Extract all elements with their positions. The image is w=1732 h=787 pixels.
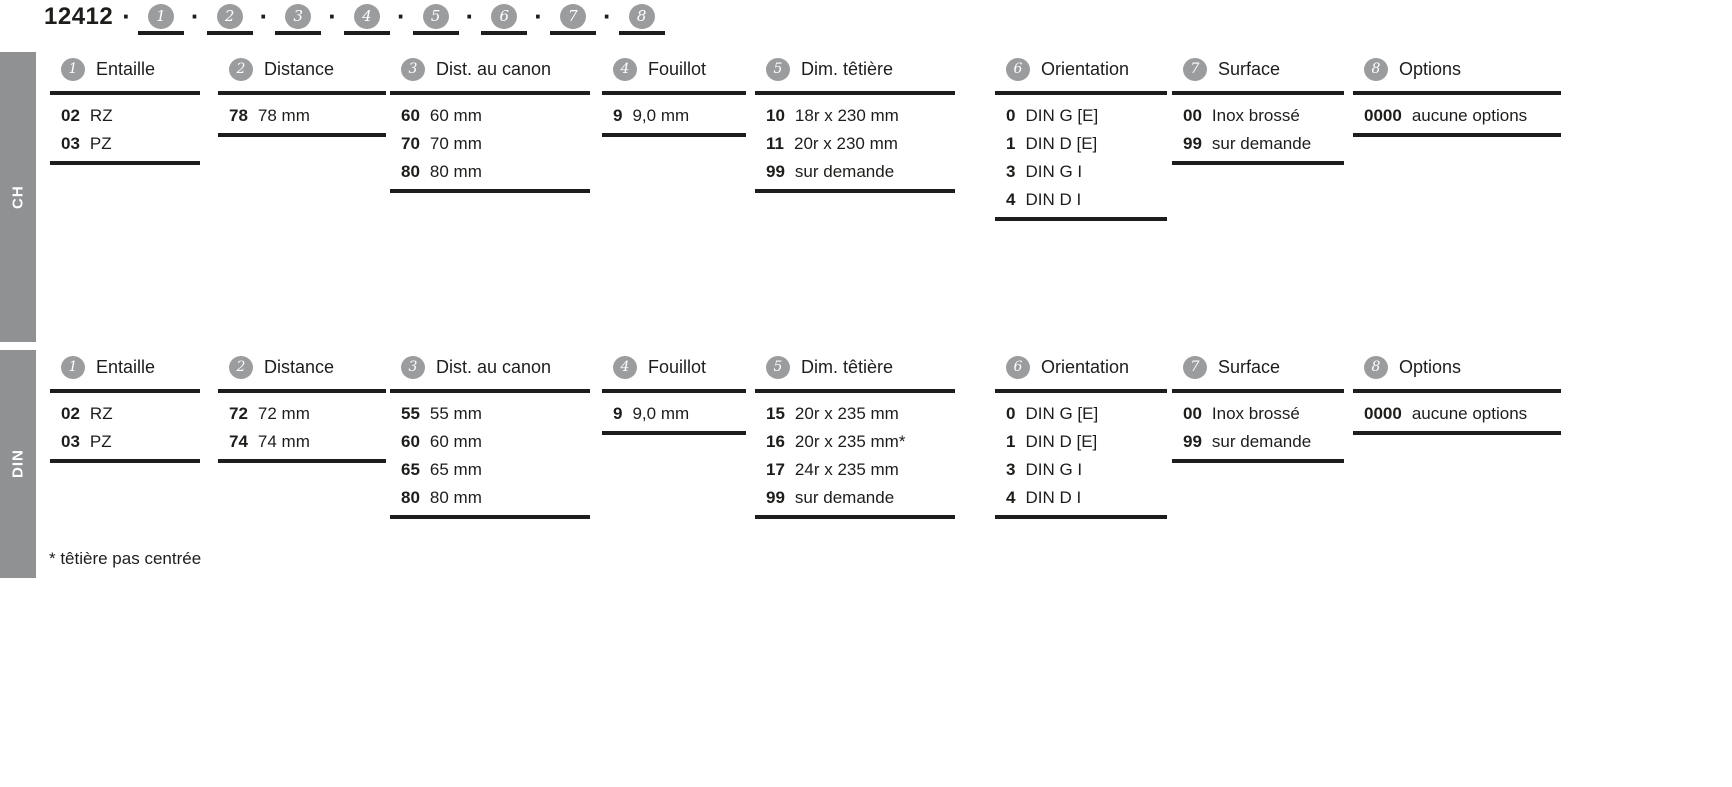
config-column-orientation xyxy=(995,348,1167,519)
option-row xyxy=(61,102,200,130)
option-row xyxy=(766,158,955,186)
option-code: 55 xyxy=(401,404,420,423)
badge-number: 7 xyxy=(1190,61,1200,77)
step-1 xyxy=(138,2,184,35)
option-label: 9,0 mm xyxy=(632,106,690,125)
option-row xyxy=(613,400,746,428)
separator-dot: · xyxy=(328,1,337,31)
column-title: Surface xyxy=(1218,356,1281,377)
column-bottom-rule xyxy=(1172,161,1344,165)
option-row xyxy=(1006,484,1167,512)
option-label: Inox brossé xyxy=(1211,106,1300,125)
option-row xyxy=(401,400,590,428)
column-header xyxy=(390,354,590,380)
option-row xyxy=(61,130,200,158)
option-label: 18r x 230 mm xyxy=(794,106,899,125)
option-code: 72 xyxy=(229,404,248,423)
step-number-badge xyxy=(613,58,637,81)
column-bottom-rule xyxy=(390,189,590,193)
option-list xyxy=(390,393,590,512)
option-label: 60 mm xyxy=(429,432,482,451)
option-label: PZ xyxy=(89,134,112,153)
config-column-surface xyxy=(1172,50,1344,165)
footnote xyxy=(49,549,201,569)
option-list xyxy=(218,95,386,130)
option-label: 20r x 235 mm xyxy=(794,404,899,423)
column-bottom-rule xyxy=(50,459,200,463)
step-number-badge xyxy=(1006,356,1030,379)
column-bottom-rule xyxy=(218,459,386,463)
column-title: Distance xyxy=(264,356,335,377)
column-header xyxy=(218,354,386,380)
step-circle-icon xyxy=(285,4,311,29)
option-code: 02 xyxy=(61,404,80,423)
step-circle-icon xyxy=(491,4,517,29)
option-code: 99 xyxy=(1183,432,1202,451)
column-bottom-rule xyxy=(755,189,955,193)
badge-number: 1 xyxy=(68,359,78,375)
option-row xyxy=(229,102,386,130)
step-circle-icon xyxy=(560,4,586,29)
config-column-dim-t-ti-re xyxy=(755,348,955,519)
option-label: 74 mm xyxy=(257,432,310,451)
step-number-badge xyxy=(1364,356,1388,379)
option-row xyxy=(401,130,590,158)
separator-dot: · xyxy=(122,1,131,31)
option-label: sur demande xyxy=(794,162,895,181)
step-underline xyxy=(619,31,665,35)
column-title: Orientation xyxy=(1041,356,1130,377)
option-code: 0 xyxy=(1006,106,1016,125)
option-label: 80 mm xyxy=(429,162,482,181)
option-label: RZ xyxy=(89,404,113,423)
step-number: 5 xyxy=(430,7,441,25)
option-label: 20r x 230 mm xyxy=(793,134,898,153)
option-code: 99 xyxy=(766,162,785,181)
option-code: 99 xyxy=(1183,134,1202,153)
option-row xyxy=(1006,130,1167,158)
order-code-header xyxy=(44,2,665,35)
step-number-badge xyxy=(766,58,790,81)
section-tab-din: DIN xyxy=(0,350,36,578)
separator-dot: · xyxy=(534,1,543,31)
option-code: 70 xyxy=(401,134,420,153)
option-list xyxy=(1353,393,1561,428)
option-label: 65 mm xyxy=(429,460,482,479)
option-code: 17 xyxy=(766,460,785,479)
option-list xyxy=(1172,393,1344,456)
column-header xyxy=(50,56,200,82)
step-number: 1 xyxy=(156,7,166,25)
config-column-entaille xyxy=(50,50,200,165)
section-tab-ch: CH xyxy=(0,52,36,342)
option-row xyxy=(1364,400,1561,428)
separator-dot: · xyxy=(259,1,269,31)
option-code: 80 xyxy=(401,488,420,507)
step-number-badge xyxy=(61,356,85,379)
option-row xyxy=(1183,400,1344,428)
option-code: 3 xyxy=(1006,460,1016,479)
column-title: Fouillot xyxy=(648,356,707,377)
option-label: 9,0 mm xyxy=(632,404,690,423)
option-row xyxy=(1006,186,1167,214)
option-list xyxy=(1353,95,1561,130)
option-label: DIN G [E] xyxy=(1025,106,1099,125)
column-title: Entaille xyxy=(96,58,156,79)
step-2 xyxy=(207,2,253,35)
step-number: 6 xyxy=(499,7,510,25)
step-number: 8 xyxy=(636,7,647,25)
badge-number: 7 xyxy=(1190,359,1200,375)
option-code: 3 xyxy=(1006,162,1016,181)
option-label: PZ xyxy=(89,432,112,451)
option-code: 15 xyxy=(766,404,785,423)
option-list xyxy=(50,95,200,158)
option-label: Inox brossé xyxy=(1211,404,1300,423)
option-code: 74 xyxy=(229,432,248,451)
step-underline xyxy=(207,31,253,35)
badge-number: 1 xyxy=(68,61,78,77)
option-list xyxy=(50,393,200,456)
config-column-fouillot xyxy=(602,348,746,435)
column-header xyxy=(602,56,746,82)
column-header xyxy=(755,56,955,82)
config-column-fouillot xyxy=(602,50,746,137)
step-number: 2 xyxy=(224,7,235,25)
step-underline xyxy=(344,31,390,35)
option-code: 0000 xyxy=(1364,404,1402,423)
option-code: 0 xyxy=(1006,404,1016,423)
option-list xyxy=(218,393,386,456)
step-number-badge xyxy=(229,356,253,379)
step-circle-icon xyxy=(354,4,380,29)
badge-number: 3 xyxy=(408,61,418,77)
column-bottom-rule xyxy=(995,515,1167,519)
config-column-distance xyxy=(218,348,386,463)
option-code: 0000 xyxy=(1364,106,1402,125)
option-code: 80 xyxy=(401,162,420,181)
option-label: sur demande xyxy=(1211,432,1312,451)
column-title: Dist. au canon xyxy=(436,58,552,79)
step-number-badge xyxy=(401,356,425,379)
option-row xyxy=(401,102,590,130)
option-label: DIN D [E] xyxy=(1025,134,1098,153)
option-code: 60 xyxy=(401,106,420,125)
option-label: 72 mm xyxy=(257,404,310,423)
config-column-options xyxy=(1353,50,1561,137)
option-row xyxy=(766,456,955,484)
option-list xyxy=(602,95,746,130)
config-column-distance xyxy=(218,50,386,137)
step-underline xyxy=(481,31,527,35)
option-code: 65 xyxy=(401,460,420,479)
option-label: 20r x 235 mm* xyxy=(794,432,906,451)
option-row xyxy=(61,428,200,456)
option-label: RZ xyxy=(89,106,113,125)
separator-dot: · xyxy=(190,1,200,31)
step-number-badge xyxy=(1364,58,1388,81)
step-circle-icon xyxy=(148,4,174,29)
column-title: Distance xyxy=(264,58,335,79)
step-underline xyxy=(138,31,184,35)
column-bottom-rule xyxy=(602,133,746,137)
step-6 xyxy=(481,2,527,35)
badge-number: 6 xyxy=(1013,359,1023,375)
option-row xyxy=(766,130,955,158)
option-code: 4 xyxy=(1006,488,1016,507)
badge-number: 4 xyxy=(620,61,630,77)
option-row xyxy=(766,102,955,130)
column-header xyxy=(218,56,386,82)
option-row xyxy=(229,400,386,428)
badge-number: 5 xyxy=(773,61,783,77)
option-code: 16 xyxy=(766,432,785,451)
option-code: 11 xyxy=(766,134,784,153)
step-4 xyxy=(344,2,390,35)
column-bottom-rule xyxy=(602,431,746,435)
option-list xyxy=(995,95,1167,214)
option-label: 60 mm xyxy=(429,106,482,125)
option-row xyxy=(61,400,200,428)
badge-number: 4 xyxy=(620,359,630,375)
option-list xyxy=(755,393,955,512)
option-row xyxy=(1183,428,1344,456)
column-header xyxy=(995,354,1167,380)
option-label: aucune options xyxy=(1411,106,1528,125)
footnote-text: * têtière pas centrée xyxy=(49,549,202,568)
badge-number: 8 xyxy=(1371,359,1381,375)
option-row xyxy=(766,400,955,428)
option-code: 78 xyxy=(229,106,248,125)
step-number-badge xyxy=(1183,356,1207,379)
config-column-dist-au-canon xyxy=(390,348,590,519)
option-label: 24r x 235 mm xyxy=(794,460,899,479)
option-code: 02 xyxy=(61,106,80,125)
column-title: Options xyxy=(1399,356,1462,377)
column-bottom-rule xyxy=(1353,133,1561,137)
option-code: 03 xyxy=(61,134,80,153)
option-row xyxy=(401,456,590,484)
column-bottom-rule xyxy=(50,161,200,165)
config-column-orientation xyxy=(995,50,1167,221)
separator-dot: · xyxy=(602,1,612,31)
option-label: 55 mm xyxy=(429,404,482,423)
badge-number: 3 xyxy=(408,359,418,375)
column-bottom-rule xyxy=(218,133,386,137)
step-circle-icon xyxy=(423,4,449,29)
badge-number: 2 xyxy=(236,61,246,77)
option-row xyxy=(1006,102,1167,130)
column-title: Options xyxy=(1399,58,1462,79)
option-row xyxy=(1006,428,1167,456)
option-row xyxy=(1364,102,1561,130)
option-label: DIN G [E] xyxy=(1025,404,1099,423)
option-label: DIN G I xyxy=(1025,162,1083,181)
option-row xyxy=(613,102,746,130)
step-number-badge xyxy=(401,58,425,81)
option-row xyxy=(401,158,590,186)
option-list xyxy=(995,393,1167,512)
step-number: 3 xyxy=(293,7,304,25)
step-number-badge xyxy=(61,58,85,81)
option-code: 9 xyxy=(613,106,623,125)
step-circle-icon xyxy=(629,4,655,29)
column-bottom-rule xyxy=(755,515,955,519)
column-title: Dim. têtière xyxy=(801,58,894,79)
option-code: 10 xyxy=(766,106,785,125)
column-title: Dim. têtière xyxy=(801,356,894,377)
step-number-badge xyxy=(613,356,637,379)
product-code: 12412 xyxy=(44,3,114,30)
separator-dot: · xyxy=(465,1,475,31)
option-code: 60 xyxy=(401,432,420,451)
option-code: 99 xyxy=(766,488,785,507)
step-number-badge xyxy=(766,356,790,379)
option-label: DIN D I xyxy=(1025,190,1082,209)
step-number-badge xyxy=(229,58,253,81)
option-code: 1 xyxy=(1006,432,1016,451)
option-list xyxy=(390,95,590,186)
badge-number: 6 xyxy=(1013,61,1023,77)
option-row xyxy=(1006,400,1167,428)
option-row xyxy=(1006,158,1167,186)
column-title: Orientation xyxy=(1041,58,1130,79)
option-label: aucune options xyxy=(1411,404,1528,423)
step-underline xyxy=(550,31,596,35)
option-code: 4 xyxy=(1006,190,1016,209)
config-column-options xyxy=(1353,348,1561,435)
config-column-entaille xyxy=(50,348,200,463)
step-circle-icon xyxy=(217,4,243,29)
option-row xyxy=(401,428,590,456)
column-bottom-rule xyxy=(390,515,590,519)
option-row xyxy=(1183,102,1344,130)
option-code: 00 xyxy=(1183,404,1202,423)
column-header xyxy=(1172,56,1344,82)
option-row xyxy=(1183,130,1344,158)
badge-number: 8 xyxy=(1371,61,1381,77)
option-code: 1 xyxy=(1006,134,1016,153)
option-code: 9 xyxy=(613,404,623,423)
step-7 xyxy=(550,2,596,35)
column-header xyxy=(50,354,200,380)
option-label: DIN D I xyxy=(1025,488,1082,507)
option-label: DIN G I xyxy=(1025,460,1083,479)
column-bottom-rule xyxy=(1172,459,1344,463)
step-3 xyxy=(275,2,321,35)
column-header xyxy=(755,354,955,380)
column-title: Surface xyxy=(1218,58,1281,79)
step-8 xyxy=(619,2,665,35)
step-underline xyxy=(275,31,321,35)
option-label: 70 mm xyxy=(429,134,482,153)
option-label: 80 mm xyxy=(429,488,482,507)
option-code: 03 xyxy=(61,432,80,451)
option-label: sur demande xyxy=(1211,134,1312,153)
column-title: Entaille xyxy=(96,356,156,377)
option-list xyxy=(1172,95,1344,158)
order-code-steps xyxy=(115,2,664,35)
column-header xyxy=(390,56,590,82)
option-code: 00 xyxy=(1183,106,1202,125)
step-number: 7 xyxy=(568,7,578,25)
option-list xyxy=(602,393,746,428)
option-list xyxy=(755,95,955,186)
column-title: Fouillot xyxy=(648,58,707,79)
badge-number: 5 xyxy=(773,359,783,375)
config-column-surface xyxy=(1172,348,1344,463)
option-row xyxy=(1006,456,1167,484)
config-column-dim-t-ti-re xyxy=(755,50,955,193)
column-header xyxy=(1353,354,1561,380)
option-row xyxy=(766,428,955,456)
column-title: Dist. au canon xyxy=(436,356,552,377)
badge-number: 2 xyxy=(236,359,246,375)
option-label: DIN D [E] xyxy=(1025,432,1098,451)
step-number-badge xyxy=(1006,58,1030,81)
column-header xyxy=(995,56,1167,82)
step-underline xyxy=(413,31,459,35)
option-label: sur demande xyxy=(794,488,895,507)
column-header xyxy=(1353,56,1561,82)
option-label: 78 mm xyxy=(257,106,310,125)
config-column-dist-au-canon xyxy=(390,50,590,193)
separator-dot: · xyxy=(396,1,406,31)
step-5 xyxy=(413,2,459,35)
option-row xyxy=(401,484,590,512)
step-number: 4 xyxy=(362,7,372,25)
option-row xyxy=(229,428,386,456)
column-bottom-rule xyxy=(995,217,1167,221)
column-header xyxy=(1172,354,1344,380)
column-header xyxy=(602,354,746,380)
column-bottom-rule xyxy=(1353,431,1561,435)
step-number-badge xyxy=(1183,58,1207,81)
option-row xyxy=(766,484,955,512)
